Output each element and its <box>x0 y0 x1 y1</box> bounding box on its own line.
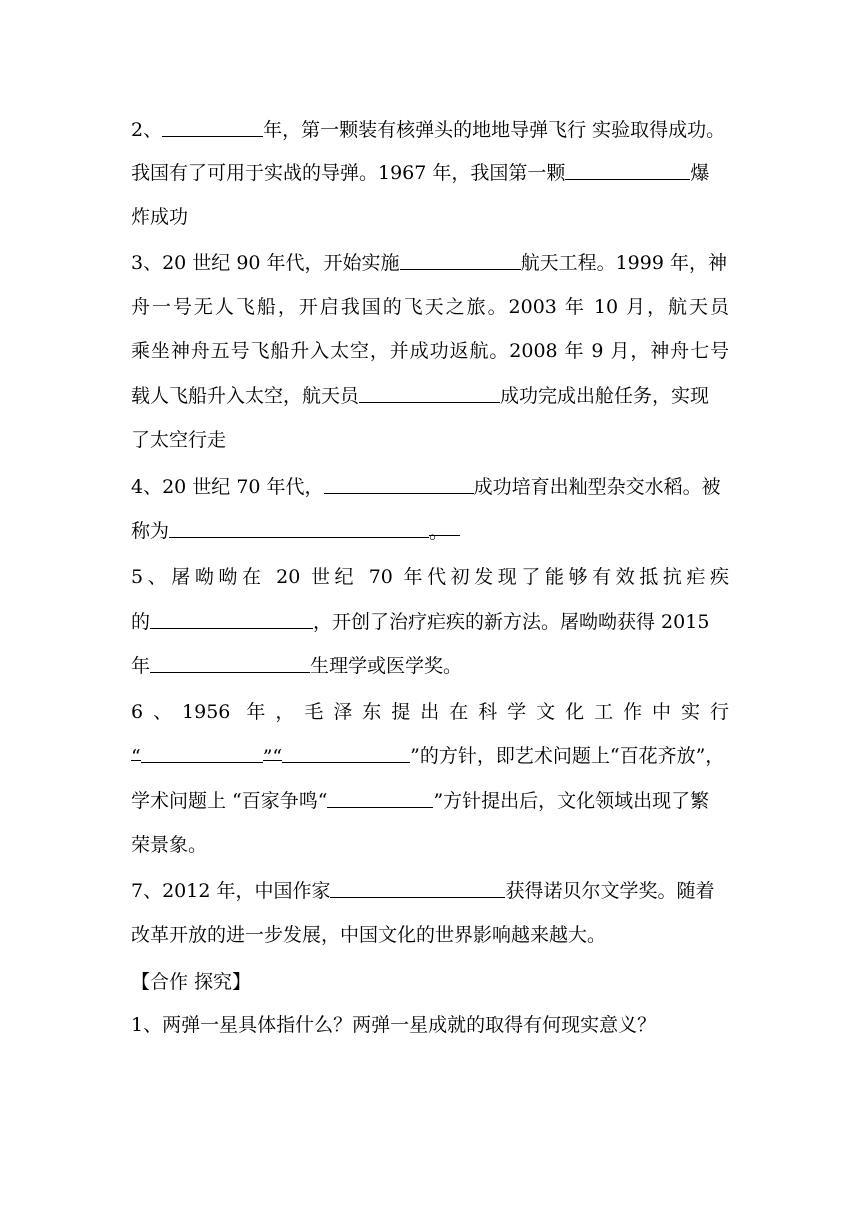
blank-6-3[interactable] <box>327 789 433 808</box>
blank-2-2[interactable] <box>565 161 690 180</box>
question-3-line-3: 乘坐神舟五号飞船升入太空，并成功返航。2008 年 9 月，神舟七号 <box>131 340 729 362</box>
blank-5-1[interactable] <box>150 610 313 629</box>
blank-3-1[interactable] <box>400 251 521 270</box>
question-7-line-1: 7、2012 年，中国作家 获得诺贝尔文学奖。随着 <box>131 880 715 902</box>
question-6-line-1: 6、1956 年，毛泽东提出在科学文化工作中实行 <box>131 701 729 723</box>
section-heading: 【合作 探究】 <box>131 971 252 993</box>
question-7-line-2: 改革开放的进一步发展，中国文化的世界影响越来越大。 <box>131 924 607 946</box>
question-6-line-2: “ ”“ ”的方针，即艺术问题上“百花齐放”， <box>131 741 724 771</box>
discussion-question-1: 1、两弹一星具体指什么？两弹一星成就的取得有何现实意义？ <box>131 1014 657 1036</box>
blank-4-1[interactable] <box>324 475 474 494</box>
question-2-number: 2、 <box>131 119 163 141</box>
blank-6-2[interactable] <box>282 744 410 763</box>
blank-4-2[interactable] <box>169 519 429 538</box>
question-3-line-2: 舟一号无人飞船，开启我国的飞天之旅。2003 年 10 月，航天员 <box>131 296 729 318</box>
question-5-line-1: 5、屠呦呦在 20 世纪 70 年代初发现了能够有效抵抗疟疾 <box>131 566 729 588</box>
question-6-line-4: 荣景象。 <box>131 834 208 856</box>
blank-7-1[interactable] <box>330 879 505 898</box>
question-5-line-2: 的 ，开创了治疗疟疾的新方法。屠呦呦获得 2015 <box>131 611 710 633</box>
question-4-line-2: 称为 。 <box>131 516 460 546</box>
question-2-line-3: 炸成功 <box>131 206 189 228</box>
blank-2-1[interactable] <box>162 118 263 137</box>
question-5-line-3: 年 生理学或医学奖。 <box>131 655 463 677</box>
question-3-line-5: 了太空行走 <box>131 429 227 451</box>
question-3-line-1: 3、20 世纪 90 年代，开始实施 航天工程。1999 年，神 <box>131 252 727 274</box>
blank-6-1[interactable] <box>141 744 263 763</box>
blank-5-2[interactable] <box>150 654 310 673</box>
question-6-line-3: 学术问题上 “百家争鸣“ ”方针提出后，文化领域出现了繁 <box>131 790 710 812</box>
question-2-line-1: 2、 年，第一颗装有核弹头的地地导弹飞行 实验取得成功。 <box>131 119 726 141</box>
question-2-line-2: 我国有了可用于实战的导弹。1967 年，我国第一颗 爆 <box>131 162 710 184</box>
blank-3-2[interactable] <box>359 384 500 403</box>
question-4-line-1: 4、20 世纪 70 年代， 成功培育出籼型杂交水稻。被 <box>131 476 721 498</box>
question-3-line-4: 载人飞船升入太空，航天员 成功完成出舱任务，实现 <box>131 385 710 407</box>
blank-4-2-end: 。 <box>429 517 460 536</box>
